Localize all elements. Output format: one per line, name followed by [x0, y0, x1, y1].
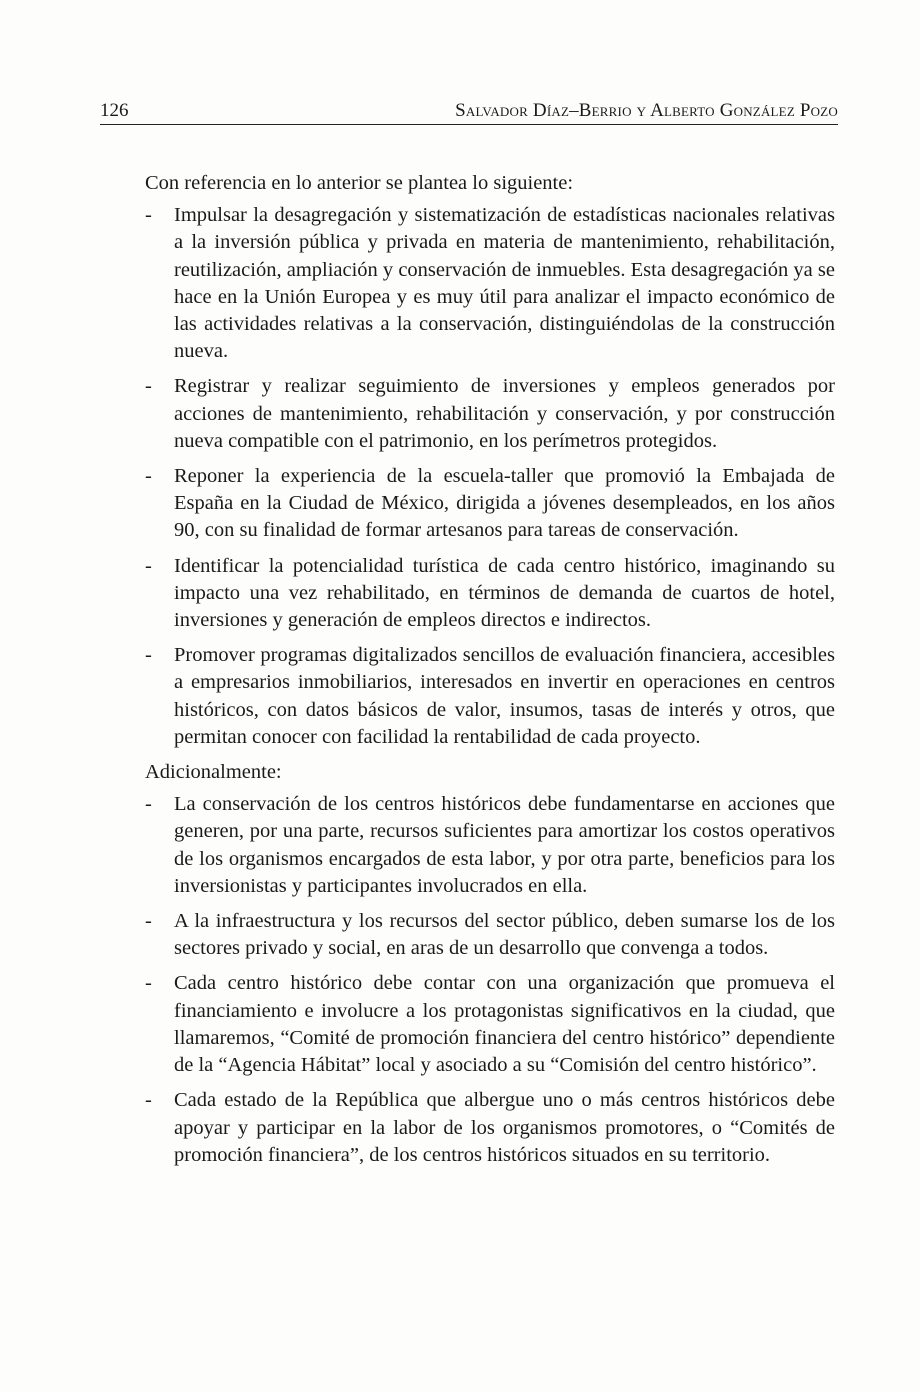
list-item-text: Identificar la potencialidad turística de cada centro histórico, imaginando su impacto una vez rehabilitado, en términos de demanda de cuartos de hotel, inversiones y generación de empleos directos e indirectos. [174, 554, 835, 632]
dash-marker: - [145, 644, 152, 667]
additional-list [145, 791, 835, 1169]
dash-marker: - [145, 204, 152, 227]
list-item [145, 553, 835, 635]
dash-marker: - [145, 465, 152, 488]
dash-marker: - [145, 793, 152, 816]
proposals-list [145, 202, 835, 751]
list-item [145, 970, 835, 1079]
body-text [145, 170, 835, 1177]
list-item-text: Cada centro histórico debe contar con una organización que promueva el financiamiento e involucre a los protagonistas significativos en la ciudad, que llamaremos, “Comité de promoción financiera del centro histórico” dependiente de la “Agencia Hábitat” local y asociado a su “Comisión del centro histórico”. [174, 972, 835, 1077]
list-item-text: Promover programas digitalizados sencillos de evaluación financiera, accesibles a empresarios inmobiliarios, interesados en invertir en operaciones en centros históricos, con datos básicos de valor, insumos, tasas de interés y otros, que permitan conocer con facilidad la rentabilidad de cada proyecto. [174, 644, 835, 748]
list-item-text: Cada estado de la República que albergue uno o más centros históricos debe apoyar y participar en la labor de los organismos promotores, o “Comités de promoción financiera”, de los centros históricos situados en su territorio. [174, 1089, 835, 1166]
list-item-text: Registrar y realizar seguimiento de inversiones y empleos generados por acciones de mantenimiento, rehabilitación y conservación, y por construcción nueva compatible con el patrimonio, en los perímetros protegidos. [174, 375, 835, 452]
list-item [145, 791, 835, 900]
list-item-text: Impulsar la desagregación y sistematización de estadísticas nacionales relativas a la inversión pública y privada en materia de mantenimiento, rehabilitación, reutilización, ampliación y conservación de inmuebles. Esta desagregación ya se hace en la Unión Europea y es muy útil para analizar el impacto económico de las actividades relativas a la conservación, distinguiéndolas de la construcción nueva. [174, 204, 835, 363]
intro-paragraph: Con referencia en lo anterior se plantea lo siguiente: [145, 172, 574, 194]
dash-marker: - [145, 375, 152, 398]
list-item-text: Reponer la experiencia de la escuela-taller que promovió la Embajada de España en la Ciudad de México, dirigida a jóvenes desempleados, en los años 90, con su finalidad de formar artesanos para tareas de conservación. [174, 465, 835, 542]
list-item [145, 1087, 835, 1169]
list-item [145, 373, 835, 455]
dash-marker: - [145, 1089, 152, 1112]
list-item [145, 202, 835, 365]
dash-marker: - [145, 910, 152, 933]
running-head-title: Salvador Díaz–Berrio y Alberto González Pozo [455, 100, 838, 121]
list-item-text: La conservación de los centros históricos debe fundamentarse en acciones que generen, por una parte, recursos suficientes para amortizar los costos operativos de los organismos encargados de esta labor, y por otra parte, beneficios para los inversionistas y participantes involucrados en ella. [174, 793, 835, 897]
list-item [145, 463, 835, 545]
running-head [100, 100, 838, 125]
list-item-text: A la infraestructura y los recursos del sector público, deben sumarse los de los sectores privado y social, en aras de un desarrollo que convenga a todos. [174, 910, 835, 960]
dash-marker: - [145, 972, 152, 995]
list-item [145, 908, 835, 962]
page-number: 126 [100, 100, 129, 121]
list-item [145, 642, 835, 751]
dash-marker: - [145, 554, 152, 577]
additional-heading: Adicionalmente: [145, 761, 282, 784]
